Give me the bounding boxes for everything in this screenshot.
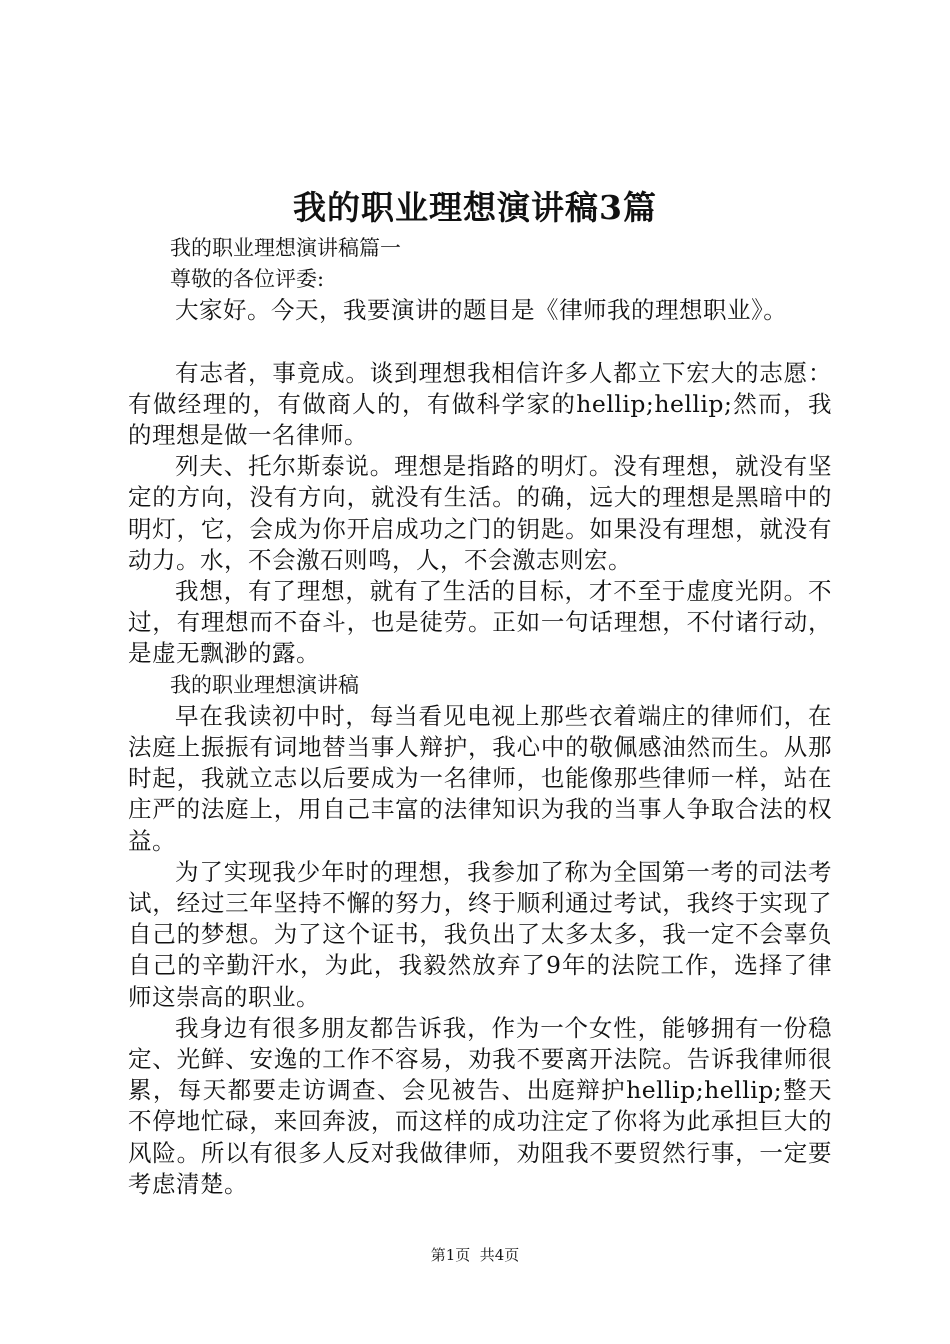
body-paragraph: 我身边有很多朋友都告诉我，作为一个女性，能够拥有一份稳定、光鲜、安逸的工作不容易，劝我不要离开法院。告诉我律师很累，每天都要走访调查、会见被告、出庭辩护hellip;hellip;整天不停地忙碌，来回奔波，而这样的成功注定了你将为此承担巨大的风险。所以有很多人反对我做律师，劝阻我不要贸然行事，一定要考虑清楚。 [128,1013,832,1198]
blank-line [128,327,832,358]
body-paragraph: 列夫、托尔斯泰说。理想是指路的明灯。没有理想，就没有坚定的方向，没有方向，就没有生活。的确，远大的理想是黑暗中的明灯，它，会成为你开启成功之门的钥匙。如果没有理想，就没有动力。水，不会激石则鸣，人，不会激志则宏。 [128,452,832,574]
document-body [128,233,832,1200]
body-paragraph: 我的职业理想演讲稿篇一 [170,236,401,260]
page-number-label: 第1页 共4页 [430,1246,520,1264]
body-paragraph: 尊敬的各位评委: [170,267,325,292]
body-paragraph: 我想，有了理想，就有了生活的目标，才不至于虚度光阴。不过，有理想而不奋斗，也是徒劳。正如一句话理想，不付诸行动，是虚无飘渺的露。 [128,577,832,668]
body-paragraph: 我的职业理想演讲稿 [170,672,359,697]
document-title: 我的职业理想演讲稿3篇 [293,188,657,227]
page-footer [0,1245,950,1265]
body-paragraph: 早在我读初中时，每当看见电视上那些衣着端庄的律师们，在法庭上振振有词地替当事人辩护，我心中的敬佩感油然而生。从那时起，我就立志以后要成为一名律师，也能像那些律师一样，站在庄严的法庭上，用自己丰富的法律知识为我的当事人争取合法的权益。 [128,701,832,855]
body-paragraph: 为了实现我少年时的理想，我参加了称为全国第一考的司法考试，经过三年坚持不懈的努力，终于顺利通过考试，我终于实现了自己的梦想。为了这个证书，我负出了太多太多，我一定不会辜负自己的辛勤汗水，为此，我毅然放弃了9年的法院工作，选择了律师这崇高的职业。 [128,857,832,1011]
body-paragraph: 有志者，事竟成。谈到理想我相信许多人都立下宏大的志愿：有做经理的，有做商人的，有做科学家的hellip;hellip;然而，我的理想是做一名律师。 [128,358,832,450]
body-paragraph: 大家好。今天，我要演讲的题目是《律师我的理想职业》。 [175,296,788,325]
